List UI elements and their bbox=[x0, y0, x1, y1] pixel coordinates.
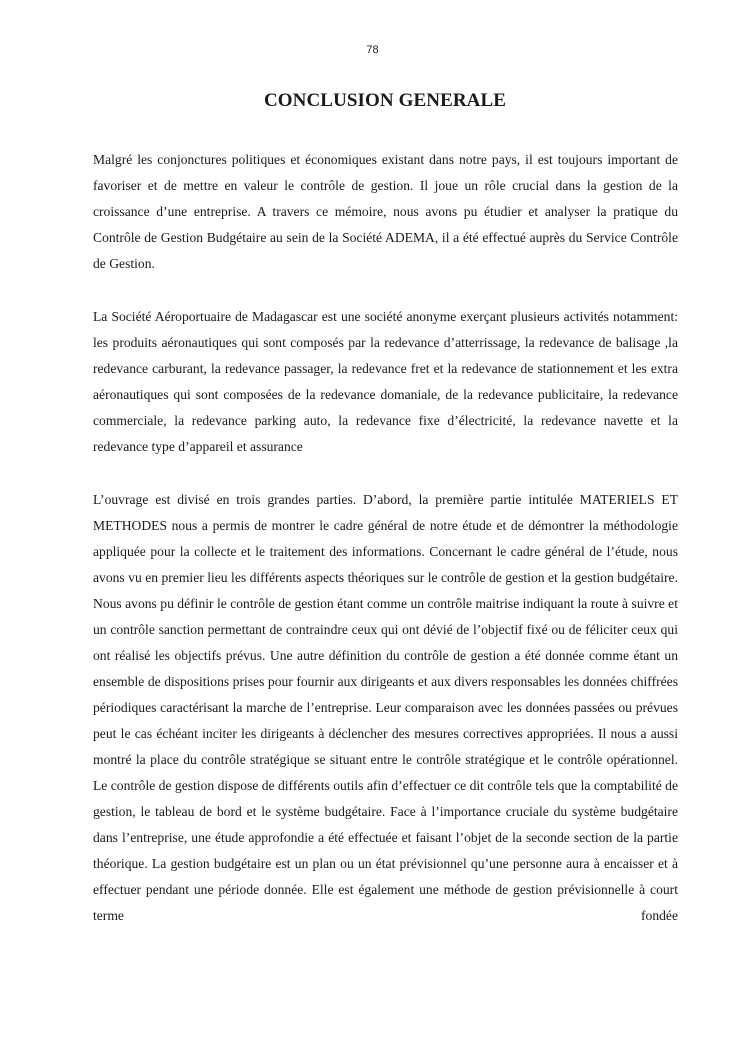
page-title: CONCLUSION GENERALE bbox=[263, 90, 507, 111]
paragraph-intro: Malgré les conjonctures politiques et économiques existant dans notre pays, il est toujours important de favoriser et de mettre en valeur le contrôle de gestion. Il joue un rôle crucial dans la gestion de la croissance d’une entreprise. A travers ce mémoire, nous avons pu étudier et analyser la pratique du Contrôle de Gestion Budgétaire au sein de la Société ADEMA, il a été effectué auprès du Service Contrôle de Gestion. bbox=[93, 152, 678, 271]
paragraph-company: La Société Aéroportuaire de Madagascar est une société anonyme exerçant plusieurs activités notamment: les produits aéronautiques qui sont composés par la redevance d’atterrissage, la redevance de balisage ,la redevance carburant, la redevance passager, la redevance fret et la redevance de stationnement et les extra aéronautiques qui sont composées de la redevance domaniale, de la redevance publicitaire, la redevance commerciale, la redevance parking auto, la redevance fixe d’électricité, la redevance navette et la redevance type d’appareil et assurance bbox=[93, 309, 678, 454]
document-body bbox=[93, 147, 678, 929]
paragraph-structure: L’ouvrage est divisé en trois grandes parties. D’abord, la première partie intitulée MATERIELS ET METHODES nous a permis de montrer le cadre général de notre étude et de démontrer la méthodologie appliquée pour la collecte et le traitement des informations. Concernant le cadre général de l’étude, nous avons vu en premier lieu les différents aspects théoriques sur le contrôle de gestion et la gestion budgétaire. Nous avons pu définir le contrôle de gestion étant comme un contrôle maitrise indiquant la route à suivre et un contrôle sanction permettant de contraindre ceux qui ont dévié de l’objectif fixé ou de féliciter ceux qui ont réalisé les objectifs prévus. Une autre définition du contrôle de gestion a été donnée comme étant un ensemble de dispositions prises pour fournir aux dirigeants et aux divers responsables les données chiffrées périodiques caractérisant la marche de l’entreprise. Leur comparaison avec les données passées ou prévues peut le cas échéant inciter les dirigeants à déclencher des mesures correctives appropriées. Il nous a aussi montré la place du contrôle stratégique se situant entre le contrôle stratégique et le contrôle opérationnel. Le contrôle de gestion dispose de différents outils afin d’effectuer ce dit contrôle tels que la comptabilité de gestion, le tableau de bord et le système budgétaire. Face à l’importance cruciale du système budgétaire dans l’entreprise, une étude approfondie a été effectuée et faisant l’objet de la seconde section de la partie théorique. La gestion budgétaire est un plan ou un état prévisionnel qu’une personne aura à encaisser et à effectuer pendant une période donnée. Elle est également une méthode de gestion prévisionnelle à court terme fondée bbox=[93, 492, 678, 923]
page-number: 78 bbox=[366, 44, 379, 56]
